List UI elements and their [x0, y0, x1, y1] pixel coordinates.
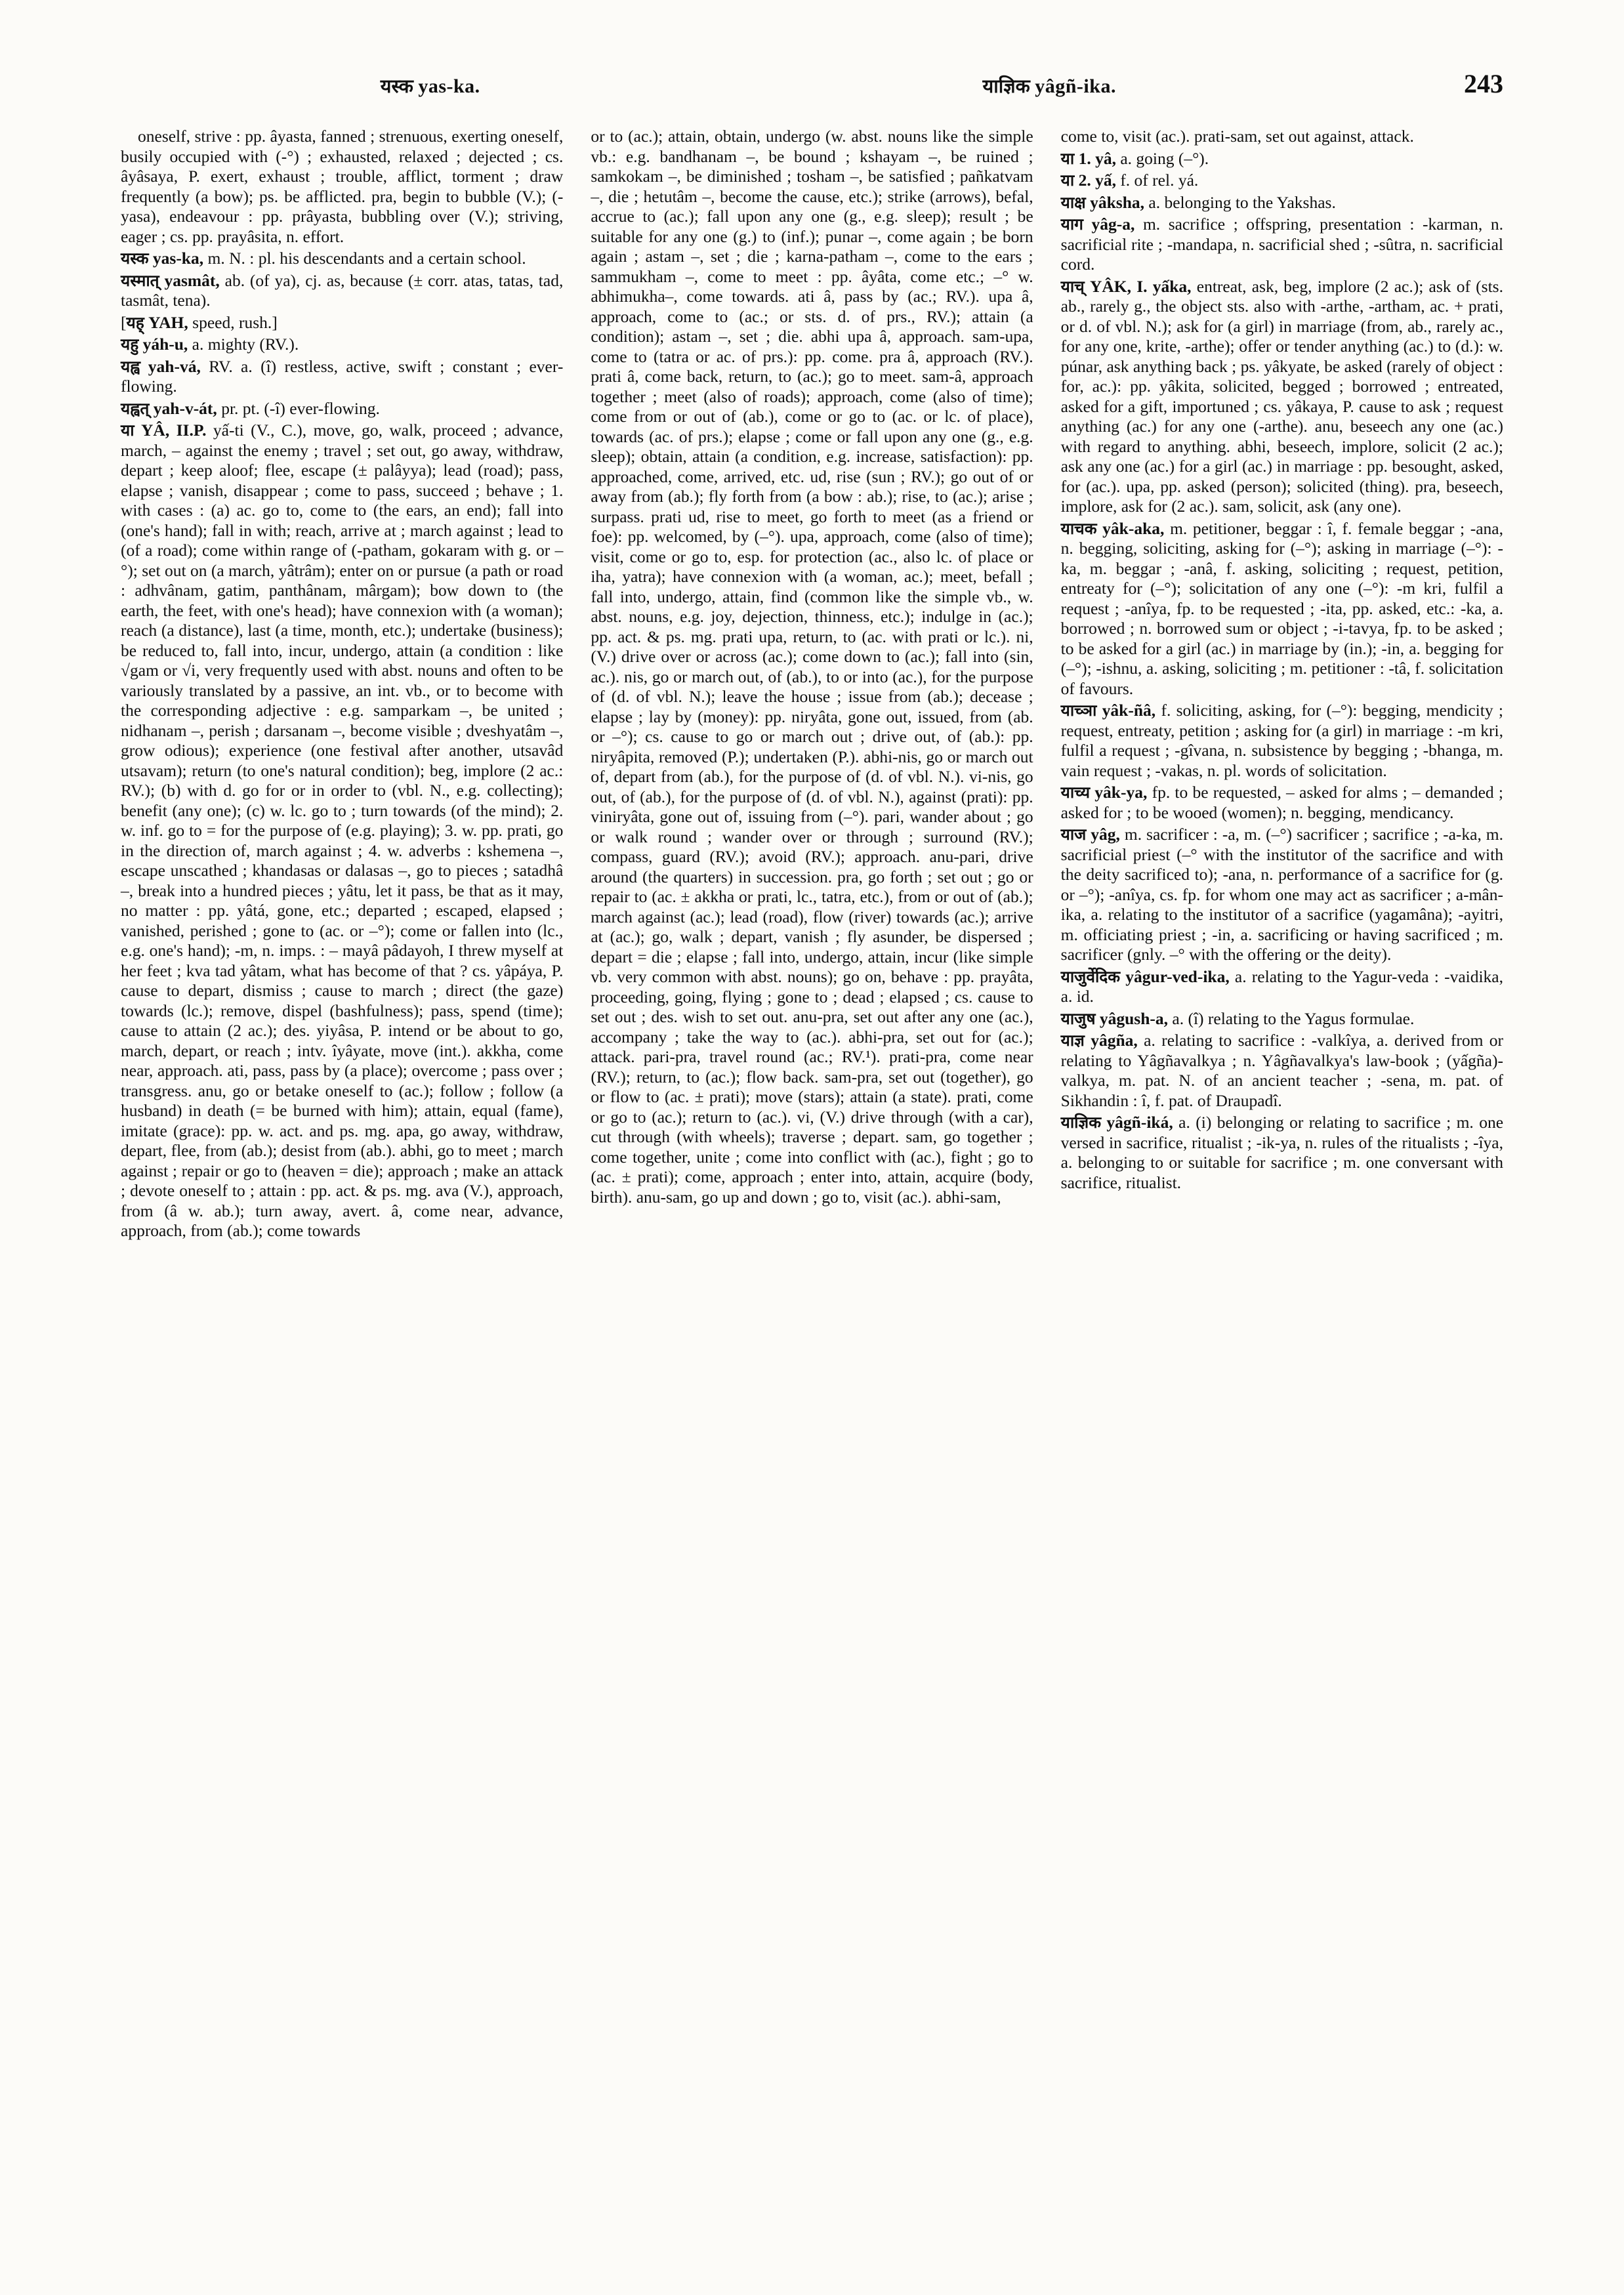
running-head-center-devanagari: याज्ञिक	[982, 75, 1030, 97]
headword-roman: yâgush-a,	[1099, 1008, 1169, 1028]
headword-devanagari: यह्वत्	[121, 398, 150, 418]
dictionary-entry: याच् YÂK, I. yấka, entreat, ask, beg, implore (2 ac.); ask of (sts. ab., rarely g., the object sts. also with -arthe, -artham, ac. + prati, or d. of vbl. N.); ask for (a girl) in marriage (from, ab., rarely ac., for any one, krite, -arthe); offer or tender anything (ac.) to (d.): w. púnar, ask anything back ; ps. yâkyate, be asked (rarely of object : for, ac.): pp. yâkita, solicited, begged ; borrowed ; entreated, asked for a gift, importuned ; cs. yâkaya, P. cause to ask ; request anything (ac.) for any one (-arthe). anu, beseech any one (ac.) with regard to anything. abhi, beseech, implore, solicit (2 ac.); ask any one (ac.) for a girl (ac.) in marriage : pp. besought, asked, for (ac.). upa, pp. asked (person); solicited (thing). pra, beseech, implore, ask for (2 ac.). sam, solicit, ask (any one).	[1060, 276, 1503, 516]
text-column-1	[121, 127, 563, 1243]
running-head-center	[740, 73, 1360, 98]
headword-roman: 2. yấ,	[1078, 171, 1116, 190]
headword-devanagari: यहु	[121, 335, 139, 354]
headword-devanagari: यह्	[126, 312, 144, 332]
headword-devanagari: याच्	[1060, 276, 1085, 296]
text-columns	[121, 127, 1503, 1243]
headword-roman: yah-vá,	[148, 356, 201, 376]
headword-roman: yâk-aka,	[1102, 518, 1165, 538]
continuation-paragraph: come to, visit (ac.). prati-sam, set out against, attack.	[1060, 127, 1414, 146]
text-column-2	[591, 127, 1033, 1243]
dictionary-entry: यस्क yas-ka, m. N. : pl. his descendants and a certain school.	[121, 249, 526, 268]
dictionary-entry: या 1. yâ, a. going (–°).	[1060, 148, 1209, 168]
running-head-left-roman: yas-ka.	[418, 75, 480, 97]
dictionary-entry: यह्व yah-vá, RV. a. (î) restless, active, swift ; constant ; ever-flowing.	[121, 356, 564, 396]
running-head-center-roman: yâgñ-ika.	[1035, 75, 1116, 97]
headword-devanagari: याजुष	[1060, 1008, 1096, 1028]
dictionary-entry: यह्वत् yah-v-át, pr. pt. (-î) ever-flowing.	[121, 398, 380, 418]
dictionary-entry: याज yâg, m. sacrificer : -a, m. (–°) sacrificer ; sacrifice ; -a-ka, m. sacrificial priest (–° with the institutor of the sacrifice and with the deity sacrificed to); -ana, n. performance of a sacrifice for (g. or –°); -anîya, cs. fp. for whom one may act as sacrificer ; a-mân-ika, a. relating to the institutor of a sacrifice (yagamâna); -ayitri, m. officiating priest ; -in, a. sacrificing or having sacrificed ; m. sacrificer (gnly. –° with the offering or the deity).	[1060, 825, 1504, 964]
dictionary-entry: याक्ष yâksha, a. belonging to the Yakshas.	[1060, 192, 1336, 212]
running-head-left	[121, 73, 740, 98]
page-number: 243	[1464, 69, 1503, 98]
headword-roman: yâg,	[1091, 825, 1120, 844]
dictionary-entry: याचक yâk-aka, m. petitioner, beggar : î, f. female beggar ; -ana, n. begging, soliciting, asking for (–°); asking in marriage (–°): -ka, m. beggar ; -anâ, f. asking, soliciting ; request, petition, entreaty for (–°); solicitation of any one (–°): -m kri, fulfil a request ; -anîya, fp. to be requested ; -ita, pp. asked, etc.: -ka, a. borrowed ; n. borrowed sum or object ; -i-tavya, fp. to be asked ; to be asked for a girl (ac.) in marriage by (in.); -in, a. begging for (–°); -ishnu, a. asking, soliciting ; m. petitioner : -tâ, f. solicitation of favours.	[1060, 518, 1504, 698]
dictionary-entry: याजुष yâgush-a, a. (î) relating to the Yagus formulae.	[1060, 1008, 1415, 1028]
dictionary-entry: या 2. yấ, f. of rel. yá.	[1060, 171, 1199, 190]
dictionary-entry: याज्ञ yâgña, a. relating to sacrifice : -valkîya, a. derived from or relating to Yâgñavalkya ; n. Yâgñavalkya's law-book ; (yấgña)-valkya, m. pat. N. of an ancient teacher ; -sena, m. pat. of Sikhandin : î, f. pat. of Draupadî.	[1060, 1031, 1504, 1110]
dictionary-entry: याज्ञिक yâgñ-iká, a. (i) belonging or relating to sacrifice ; m. one versed in sacrifice, ritualist ; -ik-ya, n. rules of the ritualists ; -îya, a. belonging to or suitable for sacrifice ; m. one conversant with sacrifice, ritualist.	[1060, 1113, 1504, 1192]
headword-roman: yas-ka,	[152, 249, 204, 268]
headword-roman: YÂ, II.P.	[140, 421, 207, 440]
headword-devanagari: याज	[1060, 825, 1087, 844]
dictionary-entry: याग yâg-a, m. sacrifice ; offspring, presentation : -karman, n. sacrificial rite ; -mandapa, n. sacrificial shed ; -sûtra, n. sacrificial cord.	[1060, 215, 1503, 274]
headword-devanagari: याग	[1060, 215, 1083, 234]
headword-devanagari: याज्ञ	[1060, 1031, 1085, 1050]
dictionary-entry: याच्ञा yâk-ñâ, f. soliciting, asking, for (–°): begging, mendicity ; request, entreaty, petition ; asking for (a girl) in marriage : -m kri, fulfil a request ; -gîvana, n. subsistence by begging ; -bhanga, m. vain request ; -vakas, n. pl. words of solicitation.	[1060, 701, 1503, 780]
headword-devanagari: या	[1060, 171, 1075, 190]
headword-roman: yâk-ñâ,	[1102, 701, 1156, 720]
headword-roman: yáh-u,	[142, 335, 188, 354]
headword-devanagari: यस्क	[121, 249, 149, 268]
dictionary-entry: यहु yáh-u, a. mighty (RV.).	[121, 335, 299, 354]
headword-devanagari: याच्य	[1060, 783, 1091, 802]
continuation-paragraph: or to (ac.); attain, obtain, undergo (w. abst. nouns like the simple vb.: e.g. bandhanam –, be bound ; kshayam –, be ruined ; samkokam –, be diminished ; tosham –, be satisfied ; pañkatvam –, die ; hetutâm –, become the cause, etc.); strike (arrows), befal, accrue to (ac.); fall upon any one (g., e.g. sleep); result ; be suitable for any one (g.) to (inf.); punar –, come again ; be born again ; astam –, set ; die ; karna-patham –, come to the ears ; sammukham –, come to meet : pp. âyâta, come etc.; –° w. abhimukha–, come towards. ati â, pass by (ac.; RV.). upa â, approach, come to (ac.; or sts. d. of prs., RV.); attain (a condition); astam –, set ; die. abhi upa â, approach. sam-upa, come to (tatra or ac. of prs.): pp. come. pra â, approach (RV.). prati â, come back, return, to (ac.); go to meet. sam-â, approach together ; meet (also of roads); approach, come (also of time); come from or out of (ab.), come or go to (ac. or lc. of place), towards (ac. of prs.); elapse ; come or fall upon any one (g., e.g. sleep); obtain, attain (a condition, e.g. increase, satisfaction): pp. approached, come, arrived, etc. ud, rise (sun ; RV.); go out of or away from (ab.); fly forth from (a bow : ab.); rise, to (ac.); arise ; surpass. prati ud, rise to meet, go forth to meet (as a friend or foe): pp. welcomed, by (–°). upa, approach, come (also of time); visit, come or go to, esp. for protection (ac., also lc. of place or iha, yatra); have connexion with (a woman, ac.); meet, befall ; fall into, undergo, attain, find (common like the simple vb., w. abst. nouns, e.g. joy, dejection, thinness, etc.); indulge in (ac.); pp. act. & ps. mg. prati upa, return, to (ac. with prati or lc.). ni, (V.) drive over or across (ac.); come down to (ac.); fall into (sin, ac.). nis, go or march out, of (ab.), to or into (ac.), for the purpose of (d. of vbl. N.); leave the house ; issue from (ab.); decease ; elapse ; lay by (money): pp. niryâta, gone out, issued, from (ab. or –°); cs. cause to go or march out ; drive out, of (ab.): pp. niryâpita, removed (P.); undertaken (P.). abhi-nis, go or march out of, depart from (ab.), for the purpose of (d. of vbl. N.). vi-nis, go out, of (ab.), for the purpose of (d. of vbl. N.), against (prati): pp. viniryâta, gone out of, issuing from (–°). pari, wander about ; go or walk round ; wander over or through ; surround (RV.); compass, guard (RV.); avoid (RV.); approach. anu-pari, drive around (the quarters) in succession. pra, go forth ; set out ; go or repair to (ac. ± akkha or prati, lc., tatra, etc.), from or out of (ab.); march against (ac.); lead (road), flow (river) towards (ac.); arrive at (ac.); go, walk ; depart, vanish ; fly asunder, be dispersed ; depart = die ; elapse ; fall into, undergo, attain, incur (like simple vb. very common with abst. nouns); go on, behave : pp. prayâta, proceeding, going, flying ; gone to ; dead ; elapsed ; cs. cause to set out ; des. wish to set out. anu-pra, set out after any one (ac.), accompany ; take the way to (ac.). abhi-pra, set out for (ac.); attack. pari-pra, travel round (ac.; RV.¹). prati-pra, come near (RV.); return, to (ac.); flow back. sam-pra, set out (together), go or flow to (ac. ± prati); move (stars); attain (a state). prati, come or go to (ac.); return to (ac.). vi, (V.) drive through (with a car), cut through (with wheels); traverse ; depart. sam, go together ; come together, unite ; come into conflict with (ac.), fight ; go to (ac. ± prati); come, approach ; enter into, attain, acquire (body, birth). anu-sam, go up and down ; go to, visit (ac.). abhi-sam,	[591, 127, 1033, 1207]
dictionary-entry: या YÂ, II.P. yấ-ti (V., C.), move, go, walk, proceed ; advance, march, – against the enemy ; travel ; set out, go away, withdraw, depart ; keep aloof; flee, escape (± palâyya); lead (road); pass, elapse ; vanish, disappear ; come to pass, succeed ; behave ; 1. with cases : (a) ac. go to, come to (the ears, an end); fall into (one's hand); fall in with; reach, arrive at ; march against ; lead to (of a road); come within range of (-patham, gokaram with g. or –°); set out on (a march, yâtrâm); enter on or pursue (a path or road : adhvânam, gatim, panthânam, mârgam); bow down to (the earth, the feet, with one's head); have connexion with (a woman); reach (a distance), last (a time, month, etc.); undertake (business); be reduced to, fall into, incur, undergo, attain (a condition : like √gam or √i, very frequently used with abst. nouns and often to be variously translated by a passive, an int. vb., or to become with the corresponding adjective : e.g. samparkam –, be united ; nidhanam –, perish ; darsanam –, become visible ; dveshyatâm –, grow odious); experience (one festival after another, utsavâd utsavam); return (to one's natural condition); beg, implore (2 ac.: RV.); (b) with d. go for or in order to (vbl. N., e.g. collecting); benefit (any one); (c) w. lc. go to ; turn towards (of the mind); 2. w. inf. go to = for the purpose of (e.g. playing); 3. w. pp. prati, go in the direction of, march against ; 4. w. adverbs : kshemena –, escape unscathed ; khandasas or dalasas –, go to pieces ; satadhâ –, break into a hundred pieces ; yâtu, let it pass, be that as it may, no matter : pp. yâtá, gone, etc.; departed ; escaped, elapsed ; vanished, perished ; gone to (ac. or –°); come or fallen into (lc., e.g. one's hand); -m, n. imps. : – mayâ pâdayoh, I threw myself at her feet ; kva tad yâtam, what has become of that ? cs. yâpáya, P. cause to depart, dismiss ; cause to march ; direct (the gaze) towards (lc.); remove, dispel (bashfulness); pass, spend (time); cause to attain (2 ac.); des. yiyâsa, P. intend or be about to go, march, depart, or reach ; intv. îyâyate, move (int.). akkha, come near, approach. ati, pass, pass by (a place); overcome ; pass over ; transgress. anu, go or betake oneself to (ac.); follow ; follow (a husband) in death (= be burned with him); attain, equal (fame), imitate (grace): pp. w. act. and ps. mg. apa, go away, withdraw, depart, flee, from (ab.); desist from (ab.). abhi, go to meet ; march against ; repair or go to (heaven = die); approach ; make an attack ; devote oneself to ; attain : pp. act. & ps. mg. ava (V.), approach, from (â w. ab.); turn away, avert. â, come near, advance, approach, from (ab.); come towards	[121, 421, 564, 1240]
dictionary-entry: यस्मात् yasmât, ab. (of ya), cj. as, because (± corr. atas, tatas, tad, tasmât, tena).	[121, 270, 564, 310]
headword-roman: YÂK, I. yấka,	[1089, 276, 1192, 296]
dictionary-entry: याजुर्वेदिक yâgur-ved-ika, a. relating to the Yagur-veda : -vaidika, a. id.	[1060, 966, 1503, 1006]
headword-devanagari: या	[121, 421, 135, 440]
headword-devanagari: यस्मात्	[121, 270, 159, 290]
headword-roman: yâgñ-iká,	[1106, 1113, 1173, 1132]
headword-devanagari: याजुर्वेदिक	[1060, 966, 1121, 986]
headword-roman: yâg-a,	[1091, 215, 1135, 234]
headword-devanagari: यह्व	[121, 356, 140, 376]
headword-roman: YAH,	[148, 312, 188, 332]
page-header	[121, 68, 1503, 99]
dictionary-entry: [यह् YAH, speed, rush.]	[121, 312, 278, 332]
headword-devanagari: याक्ष	[1060, 192, 1086, 212]
headword-devanagari: याज्ञिक	[1060, 1113, 1101, 1132]
headword-roman: yasmât,	[164, 270, 220, 290]
headword-devanagari: याचक	[1060, 518, 1097, 538]
headword-roman: 1. yâ,	[1078, 148, 1116, 168]
headword-roman: yâgña,	[1091, 1031, 1138, 1050]
headword-devanagari: या	[1060, 148, 1075, 168]
running-head-left-devanagari: यस्क	[380, 75, 413, 97]
headword-roman: yâgur-ved-ika,	[1125, 966, 1230, 986]
dictionary-entry: याच्य yâk-ya, fp. to be requested, – asked for alms ; – demanded ; asked for ; to be wooed (women); n. begging, mendicancy.	[1060, 783, 1503, 822]
text-column-3	[1061, 127, 1503, 1243]
headword-devanagari: याच्ञा	[1060, 701, 1097, 720]
headword-roman: yah-v-át,	[153, 398, 217, 418]
continuation-paragraph: oneself, strive : pp. âyasta, fanned ; strenuous, exerting oneself, busily occupied with (-°) ; exhausted, relaxed ; dejected ; cs. âyâsaya, P. exert, exhaust ; trouble, afflict, torment ; draw frequently (a bow); ps. be afflicted. pra, begin to bubble (V.); (-yasa), endeavour : pp. prâyasta, bubbling over (V.); striving, eager ; cs. pp. prayâsita, n. effort.	[121, 127, 564, 246]
headword-roman: yâk-ya,	[1094, 783, 1148, 802]
headword-roman: yâksha,	[1090, 192, 1145, 212]
